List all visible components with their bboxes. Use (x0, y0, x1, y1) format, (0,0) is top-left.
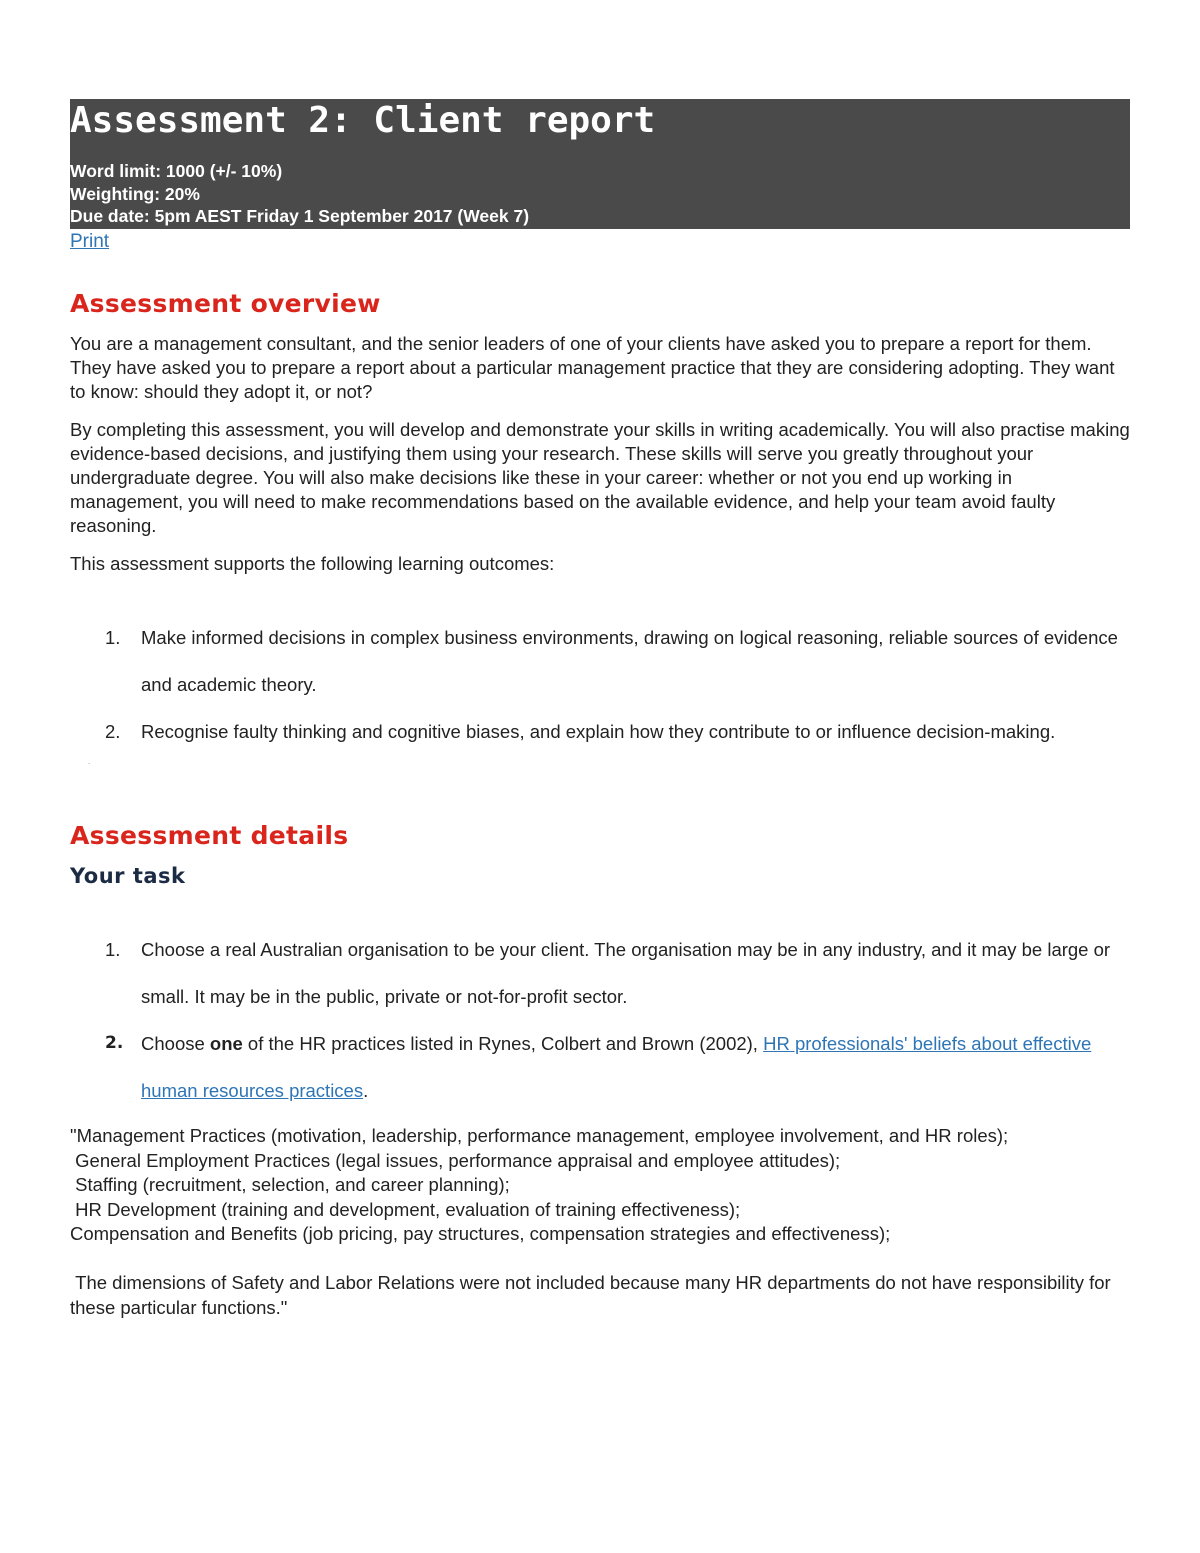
list-number: 1. (105, 939, 121, 960)
hr-practices-quote (70, 1124, 1130, 1320)
overview-paragraph-3: This assessment supports the following learning outcomes: (70, 553, 555, 574)
quote-line: "Management Practices (motivation, leadership, performance management, employee involvement, and HR roles); (70, 1125, 1009, 1146)
spacer (70, 1247, 1130, 1272)
list-item-text: Choose a real Australian organisation to be your client. The organisation may be in any industry, and it may be large or small. It may be in the public, private or not-for-profit sector. (141, 939, 1111, 1007)
details-heading: Assessment details (70, 821, 349, 850)
quote-line: HR Development (training and development, evaluation of training effectiveness); (70, 1198, 741, 1220)
task2-middle: of the HR practices listed in Rynes, Colbert and Brown (2002), (242, 1033, 764, 1054)
weighting: Weighting: 20% (70, 183, 200, 204)
task2-prefix: Choose (141, 1033, 210, 1054)
list-item-text: Make informed decisions in complex business environments, drawing on logical reasoning, reliable sources of evidence and academic theory. (141, 627, 1118, 695)
list-item (70, 614, 1130, 708)
overview-paragraph-1: You are a management consultant, and the senior leaders of one of your clients have asked you to prepare a report for them. They have asked you to prepare a report about a particular management practice that they are considering adopting. They want to know: should they adopt it, or not? (70, 333, 1115, 402)
quote-line: Compensation and Benefits (job pricing, pay structures, compensation strategies and effectiveness); (70, 1223, 891, 1244)
list-item (70, 926, 1130, 1020)
task-subheading: Your task (70, 864, 186, 888)
print-link[interactable]: Print (70, 231, 110, 252)
learning-outcomes-list (70, 614, 1130, 755)
reference-link[interactable]: HR professionals' beliefs about effective human resources practices (141, 1033, 1092, 1101)
title-banner (70, 99, 1130, 229)
document-page (70, 99, 1130, 1320)
list-number: 1. (105, 627, 121, 648)
list-number: 2. (105, 721, 121, 742)
word-limit: Word limit: 1000 (+/- 10%) (70, 161, 283, 181)
task-list (70, 926, 1130, 1114)
list-number: 2. (105, 1033, 124, 1053)
quote-closing: The dimensions of Safety and Labor Relations were not included because many HR departments do not have responsibility for these particular functions." (70, 1272, 1116, 1318)
quote-line: General Employment Practices (legal issues, performance appraisal and employee attitudes); (70, 1149, 841, 1171)
overview-paragraph-2: By completing this assessment, you will develop and demonstrate your skills in writing academically. You will also practise making evidence-based decisions, and justifying them using your research. These skills will serve you greatly throughout your undergraduate degree. You will also make decisions like these in your career: whether or not you end up working in management, you will need to make recommendations based on the available evidence, and help your team avoid faulty reasoning. (70, 419, 1130, 536)
assessment-meta (70, 160, 529, 228)
task2-suffix: . (363, 1080, 369, 1101)
list-item (70, 708, 1130, 755)
task2-bold: one (209, 1033, 243, 1054)
list-item-text: Recognise faulty thinking and cognitive biases, and explain how they contribute to or influence decision-making. (141, 721, 1056, 742)
stray-mark: . (88, 757, 91, 766)
list-item (70, 1020, 1130, 1114)
due-date: Due date: 5pm AEST Friday 1 September 2017 (Week 7) (70, 206, 530, 226)
page-title: Assessment 2: Client report (70, 100, 656, 141)
quote-line: Staffing (recruitment, selection, and career planning); (70, 1174, 510, 1195)
overview-heading: Assessment overview (70, 289, 381, 318)
